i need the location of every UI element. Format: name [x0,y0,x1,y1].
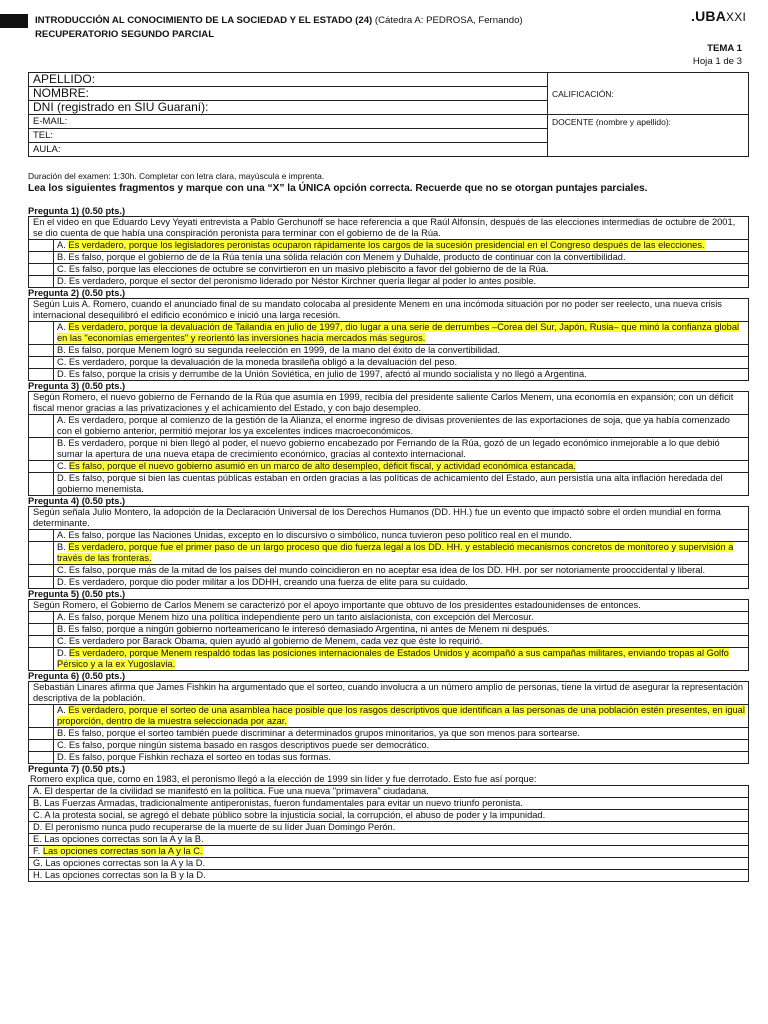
answer-option-body: Es falso, porque Menem logró su segunda reelección en 1999, de la mano del éxito de la convertibilidad. [68,345,500,355]
answer-option-text [54,577,748,588]
answer-checkbox[interactable] [29,240,54,251]
question-stem: Sebastián Linares afirma que James Fishkin ha argumentado que el sorteo, cuando involucra a un número amplio de personas, tiene la virtud de asegurar la representación descriptiva de la población. [28,681,749,705]
answer-option-letter: D. [57,276,67,286]
answer-option-letter: B. [57,252,66,262]
answer-option-body: A la protesta social, se agregó el debate público sobre la injusticia social, la corrupción, el abuso de poder y la impunidad. [44,810,546,820]
answer-option-letter: C. [57,461,67,471]
course-title [35,15,523,26]
email-field[interactable]: E-MAIL: [29,115,548,129]
answer-option-text [54,473,748,495]
answer-option-text [54,624,748,635]
answer-option[interactable] [28,357,749,369]
answer-option-letter: E. [33,834,42,844]
question-block [28,381,749,496]
answer-option-text [54,252,748,263]
answer-option-body: Es verdadero, porque la devaluación de Tailandia en julio de 1997, dio lugar a una serie de derrumbes –Corea del Sur, Japón, Rusia– que minó la confianza global en las "economías emergentes" y reorientó las inversiones hacia mercados más seguros. [57,322,740,343]
aula-field[interactable]: AULA: [29,143,548,157]
answer-option[interactable] [28,810,749,822]
answer-option-body: Es falso, porque si bien las cuentas públicas estaban en orden gracias a las políticas de achicamiento del Estado, aun persistía una alta inflación heredada del gobierno menemista. [57,473,723,494]
answer-option-body: El peronismo nunca pudo recuperarse de la muerte de su líder Juan Domingo Perón. [44,822,396,832]
answer-checkbox[interactable] [29,740,54,751]
answer-option-text [54,740,748,751]
answer-option-text [54,276,748,287]
answer-option-text [54,636,748,647]
question-block [28,206,749,288]
answer-checkbox[interactable] [29,624,54,635]
answer-option-body: Es falso, porque la crisis y derrumbe de la Unión Soviética, en julio de 1997, afectó al mundo socialista y no llegó a Argentina. [68,369,587,379]
answer-option-letter: A. [57,612,66,622]
answer-option-body: Es falso, porque a ningún gobierno norteamericano le interesó demasiado Argentina, ni antes de Menem ni después. [68,624,550,634]
answer-option-letter: D. [57,752,67,762]
answer-checkbox[interactable] [29,461,54,472]
answer-option-text [54,565,748,576]
answer-option[interactable] [28,322,749,345]
answer-option-letter: F. [33,846,41,856]
answer-option-letter: B. [33,798,42,808]
answer-option-body: Las opciones correctas son la A y la D. [45,858,206,868]
answer-option-body: Es verdadero por Barack Obama, quien ayudó al gobierno de Menem, cada vez que éste lo requirió. [68,636,483,646]
answer-option[interactable] [28,542,749,565]
dni-field[interactable]: DNI (registrado en SIU Guaraní): [29,101,548,115]
answer-option[interactable] [28,473,749,496]
student-info-table [28,72,749,157]
answer-option-body: Las opciones correctas son la A y la C. [42,846,203,856]
exam-duration: Duración del examen: 1:30h. Completar con letra clara, mayúscula e imprenta. [28,171,325,181]
answer-option[interactable] [28,461,749,473]
answer-checkbox[interactable] [29,530,54,541]
answer-checkbox[interactable] [29,322,54,344]
answer-checkbox[interactable] [29,752,54,763]
answer-option[interactable] [28,740,749,752]
answer-option-text [54,542,748,564]
answer-option[interactable] [28,345,749,357]
answer-option-letter: A. [57,530,66,540]
course-chair: (Cátedra A: PEDROSA, Fernando) [374,15,523,26]
answer-option[interactable] [28,785,749,798]
exam-instructions: Lea los siguientes fragmentos y marque con una “X” la ÚNICA opción correcta. Recuerde que no se otorgan puntajes parciales. [28,183,648,194]
question-block [28,589,749,671]
answer-option[interactable] [28,530,749,542]
answer-checkbox[interactable] [29,612,54,623]
answer-checkbox[interactable] [29,264,54,275]
answer-option-body: Es falso, porque Menem hizo una política independiente pero un tanto aislacionista, con excepción del Mercosur. [68,612,534,622]
answer-option-letter: B. [57,345,66,355]
answer-option-body: Es falso, porque Fishkin rechaza el sorteo en todas sus formas. [68,752,331,762]
question-label: Pregunta 1) (0.50 pts.) [28,206,126,216]
nombre-field[interactable]: NOMBRE: [29,87,548,101]
answer-option[interactable] [28,846,749,858]
answer-checkbox[interactable] [29,565,54,576]
answer-option-body: Las opciones correctas son la A y la B. [44,834,204,844]
answer-option-letter: H. [33,870,43,880]
answer-option[interactable] [28,565,749,577]
answer-option-body: Es falso, porque las Naciones Unidas, excepto en lo discursivo o simbólico, nunca tuvieron peso político real en el mundo. [68,530,572,540]
answer-option[interactable] [28,705,749,728]
answer-option[interactable] [28,728,749,740]
exam-subtitle: RECUPERATORIO SEGUNDO PARCIAL [35,29,215,40]
answer-option-text [54,530,748,541]
answer-option-body: Es verdadero, porque dio poder militar a los DDHH, creando una fuerza de elite para su cuidado. [68,577,468,587]
answer-checkbox[interactable] [29,357,54,368]
apellido-field[interactable]: APELLIDO: [29,73,548,87]
answer-option-text [54,357,748,368]
answer-option-letter: C. [33,810,43,820]
answer-checkbox[interactable] [29,252,54,263]
question-stem: En el video en que Eduardo Levy Yeyati entrevista a Pablo Gerchunoff se hace referencia a que Raúl Alfonsín, después de las elecciones intermedias de octubre de 2001, se dio cuenta de que había una conspiración peronista para terminar con el gobierno de de la Rúa. [28,216,749,240]
answer-option-letter: C. [57,636,67,646]
answer-option-text [54,345,748,356]
question-stem: Según Romero, el nuevo gobierno de Fernando de la Rúa que asumía en 1999, recibía del presidente saliente Carlos Menem, una economía en expansión; con un déficit fiscal menor gracias a las privatizaciones y el achicamiento del Estado, y con bajo desempleo. [28,391,749,415]
answer-option[interactable] [28,252,749,264]
question-block [28,496,749,589]
question-label: Pregunta 7) (0.50 pts.) [28,764,126,774]
logo-main: .UBA [691,8,727,24]
answer-checkbox[interactable] [29,577,54,588]
answer-option[interactable] [28,612,749,624]
question-block [28,671,749,764]
answer-option[interactable] [28,858,749,870]
tel-field[interactable]: TEL: [29,129,548,143]
answer-option[interactable] [28,822,749,834]
question-block [28,288,749,381]
docente-field[interactable]: DOCENTE (nombre y apellido): [548,115,749,157]
answer-option-letter: A. [57,705,66,715]
question-label: Pregunta 2) (0.50 pts.) [28,288,126,298]
answer-option-letter: D. [33,822,43,832]
answer-option-letter: C. [57,264,67,274]
tema-label: TEMA 1 [707,43,742,54]
answer-option[interactable] [28,870,749,882]
answer-checkbox[interactable] [29,648,54,670]
answer-option-letter: D. [57,473,67,483]
answer-option-letter: C. [57,357,67,367]
answer-checkbox[interactable] [29,369,54,380]
answer-checkbox[interactable] [29,438,54,460]
answer-option-text [54,461,748,472]
answer-option[interactable] [28,798,749,810]
answer-checkbox[interactable] [29,542,54,564]
answer-option-letter: B. [57,624,66,634]
answer-option-text [54,648,748,670]
answer-option[interactable] [28,264,749,276]
answer-option-body: Es verdadero, porque los legisladores peronistas ocuparon rápidamente los cargos de la sucesión presidencial en el Congreso después de las elecciones. [68,240,705,250]
question-stem: Según señala Julio Montero, la adopción de la Declaración Universal de los Derechos Humanos (DD. HH.) fue un evento que impactó sobre el orden mundial en forma determinante. [28,506,749,530]
question-stem: Romero explica que, como en 1983, el peronismo llegó a la elección de 1999 sin líder y fue derrotado. Esto fue así porque: [30,774,537,784]
answer-option-text [54,728,748,739]
answer-option[interactable] [28,240,749,252]
answer-option-letter: G. [33,858,43,868]
answer-option-body: Es verdadero, porque el sector del peronismo liderado por Néstor Kirchner quería llegar al poder lo antes posible. [68,276,537,286]
answer-option[interactable] [28,369,749,381]
answer-option-text [54,752,748,763]
answer-checkbox[interactable] [29,276,54,287]
question-label: Pregunta 3) (0.50 pts.) [28,381,126,391]
answer-option-body: Es verdadero, porque al comienzo de la gestión de la Alianza, el enorme ingreso de divisas provenientes de las exportaciones de soja, que ya había comenzado con el gobierno anterior, permitió mejorar los ya excelentes índices macroeconómicos. [57,415,730,436]
answer-option[interactable] [28,636,749,648]
answer-option-body: Las Fuerzas Armadas, tradicionalmente antiperonistas, fueron fundamentales para evitar un nuevo triunfo peronista. [44,798,523,808]
answer-option-body: Es falso, porque el sorteo también puede discriminar a determinados grupos minoritarios, ya que son menos para sortearse. [68,728,580,738]
answer-option-text [54,322,748,344]
answer-option-body: Es verdadero, porque ni bien llegó al poder, el nuevo gobierno encabezado por Fernando de la Rúa, gozó de un legado económico inmejorable a lo que debió sumar la apertura de una nueva etapa de crecimiento económico, gracias al contexto internacional. [57,438,720,459]
answer-option[interactable] [28,834,749,846]
answer-option[interactable] [28,624,749,636]
answer-option-letter: C. [57,740,67,750]
answer-option-text [54,415,748,437]
answer-option-letter: B. [57,542,66,552]
answer-option-body: Es falso, porque más de la mitad de los países del mundo coincidieron en no aceptar esa idea de los DD. HH. por ser notoriamente prooccidental y liberal. [68,565,706,575]
question-block [28,764,749,882]
answer-option-letter: D. [57,577,67,587]
answer-option[interactable] [28,276,749,288]
answer-option-body: Las opciones correctas son la B y la D. [44,870,206,880]
answer-checkbox[interactable] [29,473,54,495]
uba-xxi-logo [691,8,746,24]
answer-checkbox[interactable] [29,636,54,647]
answer-option-letter: C. [57,565,67,575]
course-title-bold: INTRODUCCIÓN AL CONOCIMIENTO DE LA SOCIEDAD Y EL ESTADO (24) [35,15,373,26]
answer-option-body: Es falso, porque el gobierno de de la Rúa tenía una sólida relación con Menem y Duhalde, producto de continuar con la convertibilidad. [68,252,626,262]
header-black-bar [0,14,28,28]
answer-option-letter: A. [57,322,66,332]
answer-option[interactable] [28,752,749,764]
answer-option-body: Es verdadero, porque la devaluación de la moneda brasileña obligó a la devaluación del peso. [68,357,458,367]
answer-option-letter: B. [57,438,66,448]
answer-option-text [54,264,748,275]
calificacion-field[interactable]: CALIFICACIÓN: [548,73,749,115]
answer-option-text [54,369,748,380]
answer-option-text [54,240,748,251]
answer-option-body: Es falso, porque las elecciones de octubre se convirtieron en un masivo plebiscito a favor del gobierno de de la Rúa. [68,264,549,274]
answer-option-body: Es verdadero, porque fue el primer paso de un largo proceso que dio fuerza legal a los DD. HH. y estableció mecanismos concretos de monitoreo y supervisión a través de las fronteras. [57,542,734,563]
answer-option-letter: A. [57,240,66,250]
answer-option-letter: D. [57,369,67,379]
logo-suffix: XXI [726,10,746,24]
answer-option-letter: B. [57,728,66,738]
answer-option-letter: A. [57,415,66,425]
answer-checkbox[interactable] [29,728,54,739]
answer-option-body: Es verdadero, porque Menem respaldó todas las posiciones internacionales de Estados Unidos y acompañó a sus campañas militares, enviando tropas al Golfo Pérsico y a la ex Yugoslavia. [57,648,729,669]
question-label: Pregunta 4) (0.50 pts.) [28,496,126,506]
answer-option-body: El despertar de la civilidad se manifestó en la política. Fue una nueva "primavera" ciudadana. [44,786,429,796]
question-label: Pregunta 5) (0.50 pts.) [28,589,126,599]
answer-option-text [54,705,748,727]
answer-option-body: Es falso, porque el nuevo gobierno asumió en un marco de alto desempleo, déficit fiscal, y actividad económica estancada. [68,461,576,471]
question-stem: Según Luis A. Romero, cuando el anunciado final de su mandato colocaba al presidente Menem en una incómoda situación por no poder ser reelecto, una nueva crisis internacional desequilibró el edificio económico e inició una larga recesión. [28,298,749,322]
page-counter: Hoja 1 de 3 [692,56,742,67]
answer-option[interactable] [28,415,749,438]
answer-option-letter: A. [33,786,42,796]
answer-checkbox[interactable] [29,415,54,437]
question-stem: Según Romero, el Gobierno de Carlos Menem se caracterizó por el apoyo importante que obtuvo de los presidentes estadounidenses de entonces. [28,599,749,612]
answer-checkbox[interactable] [29,345,54,356]
questions-list [28,206,749,882]
answer-option-letter: D. [57,648,67,658]
answer-option[interactable] [28,438,749,461]
answer-option-text [54,612,748,623]
answer-checkbox[interactable] [29,705,54,727]
answer-option[interactable] [28,577,749,589]
answer-option-text [54,438,748,460]
answer-option[interactable] [28,648,749,671]
question-label: Pregunta 6) (0.50 pts.) [28,671,126,681]
answer-option-body: Es verdadero, porque el sorteo de una asamblea hace posible que los rasgos descriptivos que identifican a las personas de una población estén presentes, en igual proporción, dentro de la muestra seleccionada por azar. [57,705,745,726]
answer-option-body: Es falso, porque ningún sistema basado en rasgos descriptivos puede ser democrático. [68,740,430,750]
